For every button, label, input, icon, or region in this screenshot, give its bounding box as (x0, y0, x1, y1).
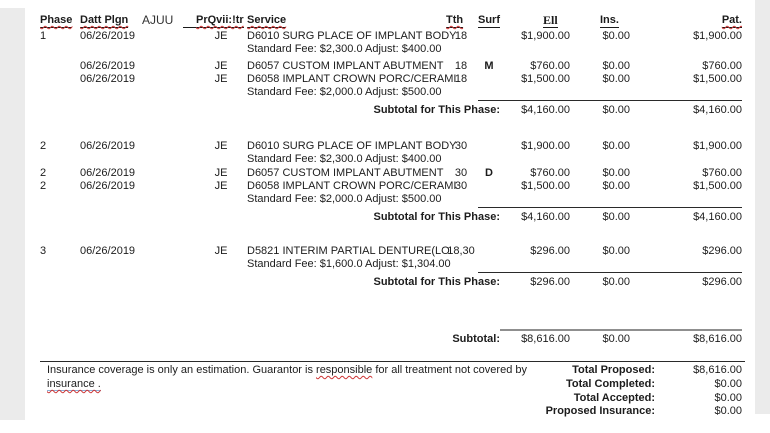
service-cell: D6058 IMPLANT CROWN PORC/CERAMI (247, 73, 457, 85)
service-cell: D6057 CUSTOM IMPLANT ABUTMENT (247, 167, 444, 179)
patient-cell: $1,900.00 (693, 140, 742, 152)
total-proposed-value: $8,616.00 (693, 364, 742, 376)
phase-subtotal-rule (478, 207, 742, 208)
subtotal-row (0, 104, 770, 117)
service-cell: D6010 SURG PLACE OF IMPLANT BODY (247, 140, 457, 152)
fee-cell: $1,900.00 (521, 140, 570, 152)
subtotal-label: Subtotal for This Phase: (373, 276, 500, 288)
proposed-insurance-value: $0.00 (714, 405, 742, 417)
fee-cell: $760.00 (530, 167, 570, 179)
disclaimer-line-1: Insurance coverage is only an estimation. Guarantor is responsible for all treatment not covered by (47, 364, 527, 376)
subtotal-row (0, 276, 770, 289)
patient-cell: $296.00 (702, 245, 742, 257)
service-cell: D6010 SURG PLACE OF IMPLANT BODY (247, 30, 457, 42)
date-cell: 06/26/2019 (80, 140, 136, 152)
tooth-cell: 18 (454, 30, 468, 42)
total-accepted-value: $0.00 (714, 392, 742, 404)
fee-cell: $296.00 (530, 276, 570, 288)
subtotal-label: Subtotal for This Phase: (373, 104, 500, 116)
date-cell: 06/26/2019 (80, 167, 136, 179)
provider-cell: JE (214, 30, 228, 42)
insurance-cell: $0.00 (602, 167, 630, 179)
standard-fee-note: Standard Fee: $2,300.0 Adjust: $400.00 (247, 153, 442, 165)
date-cell: 06/26/2019 (80, 30, 136, 42)
standard-fee-note: Standard Fee: $2,000.0 Adjust: $500.00 (247, 86, 442, 98)
provider-cell: JE (214, 140, 228, 152)
date-cell: 06/26/2019 (80, 73, 136, 85)
column-header-phase: Phase (40, 14, 73, 26)
patient-cell: $1,500.00 (693, 73, 742, 85)
treatment-row[interactable] (0, 140, 770, 153)
column-header-date: Datt Plgn (80, 14, 129, 26)
total-completed-label: Total Completed: (565, 378, 655, 390)
phase-subtotal-rule (478, 272, 742, 273)
treatment-row[interactable] (0, 60, 770, 73)
fee-cell: $1,900.00 (521, 30, 570, 42)
column-header-surface: Surf (478, 14, 500, 26)
column-header-tooth: Tth (446, 14, 464, 26)
date-cell: 06/26/2019 (80, 180, 136, 192)
insurance-cell: $0.00 (602, 180, 630, 192)
total-accepted-label: Total Accepted: (573, 392, 655, 404)
note-row (0, 86, 770, 99)
tooth-cell: 30 (454, 140, 468, 152)
phase-subtotal-rule (478, 100, 742, 101)
column-header-patient: Pat. (721, 14, 742, 26)
provider-cell: JE (214, 60, 228, 72)
tooth-cell: 18 (454, 60, 468, 72)
provider-cell: JE (214, 245, 228, 257)
insurance-cell: $0.00 (602, 333, 630, 345)
column-header-insurance: Ins. (600, 14, 619, 26)
standard-fee-note: Standard Fee: $2,000.0 Adjust: $500.00 (247, 193, 442, 205)
phase-cell: 2 (40, 140, 47, 152)
phase-cell: 2 (40, 167, 47, 179)
patient-cell: $4,160.00 (693, 211, 742, 223)
insurance-cell: $0.00 (602, 73, 630, 85)
treatment-row[interactable] (0, 167, 770, 180)
treatment-row[interactable] (0, 30, 770, 43)
fee-cell: $8,616.00 (521, 333, 570, 345)
table-header-row (0, 14, 770, 27)
treatment-row[interactable] (0, 245, 770, 258)
insurance-cell: $0.00 (602, 211, 630, 223)
insurance-cell: $0.00 (602, 245, 630, 257)
fee-cell: $296.00 (530, 245, 570, 257)
phase-cell: 3 (40, 245, 47, 257)
subtotal-label: Subtotal: (452, 333, 500, 345)
fee-cell: $4,160.00 (521, 211, 570, 223)
tooth-cell: 30 (454, 167, 468, 179)
patient-cell: $760.00 (702, 60, 742, 72)
grand-subtotal-rule (500, 329, 742, 331)
total-proposed-label: Total Proposed: (572, 364, 655, 376)
service-cell: D6058 IMPLANT CROWN PORC/CERAMI (247, 180, 457, 192)
grand-subtotal-row (0, 333, 770, 346)
note-row (0, 153, 770, 166)
phase-cell: 2 (40, 180, 47, 192)
patient-cell: $4,160.00 (693, 104, 742, 116)
surface-cell: M (484, 60, 494, 72)
misspelled-word: responsible (316, 364, 373, 376)
disclaimer-line-2: insurance . (47, 378, 101, 390)
patient-cell: $1,500.00 (693, 180, 742, 192)
insurance-cell: $0.00 (602, 104, 630, 116)
header-ajuu-label: AJUU (142, 13, 174, 27)
service-cell: D6057 CUSTOM IMPLANT ABUTMENT (247, 60, 444, 72)
insurance-cell: $0.00 (602, 30, 630, 42)
phase-cell: 1 (40, 30, 47, 42)
fee-cell: $1,500.00 (521, 73, 570, 85)
insurance-cell: $0.00 (602, 60, 630, 72)
standard-fee-note: Standard Fee: $1,600.0 Adjust: $1,304.00 (247, 258, 451, 270)
treatment-row[interactable] (0, 73, 770, 86)
column-header-service: Service (247, 14, 287, 26)
patient-cell: $1,900.00 (693, 30, 742, 42)
provider-cell: JE (214, 73, 228, 85)
column-header-fee: Ell (543, 13, 558, 27)
footer-rule (40, 361, 745, 362)
patient-cell: $8,616.00 (693, 333, 742, 345)
tooth-cell: 18 (454, 73, 468, 85)
subtotal-label: Subtotal for This Phase: (373, 211, 500, 223)
provider-cell: JE (214, 167, 228, 179)
subtotal-row (0, 211, 770, 224)
date-cell: 06/26/2019 (80, 60, 136, 72)
provider-cell: JE (214, 180, 228, 192)
patient-cell: $296.00 (702, 276, 742, 288)
insurance-cell: $0.00 (602, 140, 630, 152)
standard-fee-note: Standard Fee: $2,300.0 Adjust: $400.00 (247, 43, 442, 55)
note-row (0, 258, 770, 271)
surface-cell: D (485, 167, 493, 179)
insurance-cell: $0.00 (602, 276, 630, 288)
service-cell: D5821 INTERIM PARTIAL DENTURE(LO (247, 245, 450, 257)
date-cell: 06/26/2019 (80, 245, 136, 257)
tooth-cell: 30 (454, 180, 468, 192)
tooth-cell: 18,30 (447, 245, 475, 257)
column-header-provider: PrQvii:!tr (183, 14, 244, 28)
total-completed-value: $0.00 (714, 378, 742, 390)
patient-cell: $760.00 (702, 167, 742, 179)
proposed-insurance-label: Proposed Insurance: (545, 405, 655, 417)
fee-cell: $1,500.00 (521, 180, 570, 192)
note-row (0, 193, 770, 206)
note-row (0, 43, 770, 56)
fee-cell: $4,160.00 (521, 104, 570, 116)
fee-cell: $760.00 (530, 60, 570, 72)
treatment-row[interactable] (0, 180, 770, 193)
